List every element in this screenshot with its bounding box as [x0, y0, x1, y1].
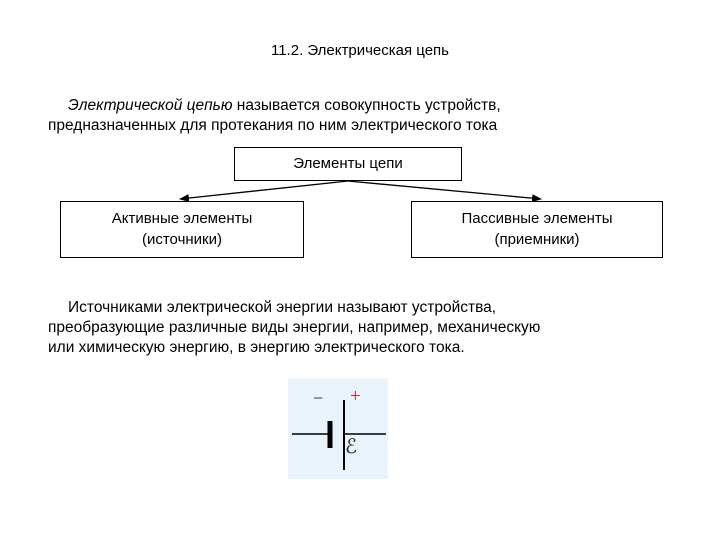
arrow-to-passive — [348, 181, 541, 199]
circuit-elements-label: Элементы цепи — [293, 155, 403, 172]
active-elements-label: Активные элементы — [111, 210, 253, 227]
positive-terminal-sign: + — [350, 386, 361, 407]
battery-icon — [288, 378, 388, 479]
definition-line-2: предназначенных для протекания по ним электрического тока — [48, 117, 498, 134]
sources-paragraph — [48, 298, 688, 358]
battery-symbol — [288, 378, 388, 479]
sources-line-3: или химическую энергию, в энергию электрического тока. — [48, 339, 465, 356]
active-elements-sublabel: (источники) — [141, 231, 222, 248]
defined-term: Электрической цепью — [68, 97, 233, 114]
passive-elements-box — [411, 201, 663, 258]
emf-symbol: ℰ — [345, 436, 358, 458]
active-elements-box — [60, 201, 304, 258]
passive-elements-label: Пассивные элементы — [461, 210, 613, 227]
passive-elements-sublabel: (приемники) — [494, 231, 580, 248]
negative-terminal-sign: − — [313, 388, 324, 408]
circuit-elements-box — [234, 147, 462, 181]
arrow-to-active — [180, 181, 348, 199]
section-title: 11.2. Электрическая цепь — [270, 42, 449, 59]
definition-text: называется совокупность устройств, — [232, 97, 501, 114]
sources-line-2: преобразующие различные виды энергии, например, механическую — [48, 319, 541, 336]
sources-line-1: Источниками электрической энергии называют устройства, — [68, 299, 497, 316]
